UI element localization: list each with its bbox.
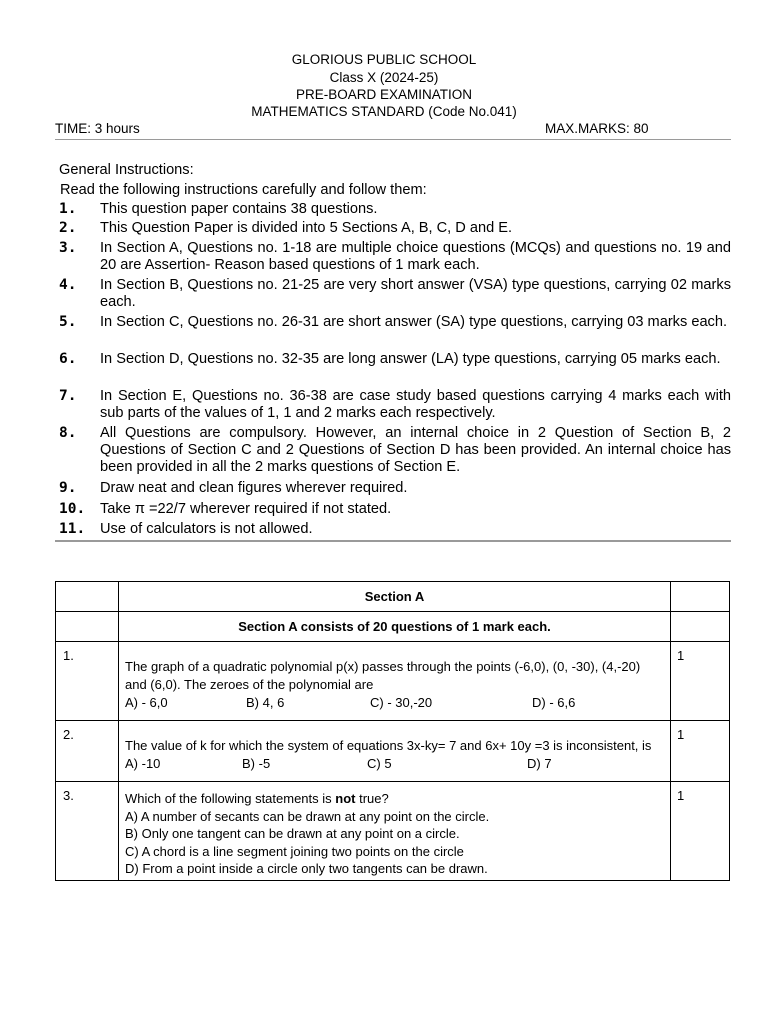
section-title: Section A bbox=[119, 582, 671, 612]
subject-title: MATHEMATICS STANDARD (Code No.041) bbox=[251, 104, 517, 119]
instruction-number: 11. bbox=[59, 521, 86, 537]
instruction-text: In Section A, Questions no. 1-18 are multiple choice questions (MCQs) and questions no. 19 and 20 are Assertion- Reason based questions of 1 mark each. bbox=[100, 240, 731, 274]
instruction-number: 6. bbox=[59, 351, 77, 367]
option-b: B) -5 bbox=[242, 756, 271, 771]
instruction-text: In Section E, Questions no. 36-38 are case study based questions carrying 4 marks each with sub parts of the values of 1, 1 and 2 marks each respectively. bbox=[100, 388, 731, 422]
instruction-text: In Section D, Questions no. 32-35 are long answer (LA) type questions, carrying 05 marks each. bbox=[100, 351, 721, 367]
option-a: A) A number of secants can be drawn at any point on the circle. bbox=[125, 808, 490, 824]
option-c: C) A chord is a line segment joining two points on the circle bbox=[125, 843, 464, 859]
question-number: 1. bbox=[56, 642, 119, 721]
table-row bbox=[56, 642, 730, 721]
max-marks-label: MAX.MARKS: 80 bbox=[545, 121, 649, 136]
instruction-number: 5. bbox=[59, 314, 77, 330]
option-d: D) From a point inside a circle only two tangents can be drawn. bbox=[125, 861, 488, 876]
question-cell bbox=[119, 782, 671, 881]
instructions-title: General Instructions: bbox=[59, 162, 194, 178]
question-options bbox=[125, 694, 664, 712]
option-d: D) 7 bbox=[527, 756, 552, 771]
table-row bbox=[56, 721, 730, 782]
question-text bbox=[125, 790, 664, 808]
option-b: B) 4, 6 bbox=[246, 695, 285, 710]
section-subtitle: Section A consists of 20 questions of 1 mark each. bbox=[119, 612, 671, 642]
instruction-number: 8. bbox=[59, 425, 77, 441]
question-table bbox=[55, 581, 730, 881]
instruction-number: 7. bbox=[59, 388, 77, 404]
option-a: A) -10 bbox=[125, 756, 161, 771]
instruction-text: This Question Paper is divided into 5 Sections A, B, C, D and E. bbox=[100, 220, 513, 236]
question-cell bbox=[119, 642, 671, 721]
header-divider bbox=[55, 139, 731, 140]
instruction-number: 10. bbox=[59, 501, 86, 517]
instruction-text: This question paper contains 38 questions. bbox=[100, 201, 378, 217]
question-number: 3. bbox=[56, 782, 119, 881]
instruction-number: 9. bbox=[59, 480, 77, 496]
instruction-text: Draw neat and clean figures wherever required. bbox=[100, 480, 408, 496]
school-name: GLORIOUS PUBLIC SCHOOL bbox=[291, 52, 477, 67]
question-text-part: Which of the following statements is bbox=[125, 791, 336, 806]
question-text: The value of k for which the system of equations 3x-ky= 7 and 6x+ 10y =3 is inconsistent, is bbox=[125, 738, 652, 753]
instruction-number: 4. bbox=[59, 277, 77, 293]
question-marks: 1 bbox=[671, 642, 730, 721]
option-c: C) 5 bbox=[367, 756, 392, 771]
question-cell bbox=[119, 721, 671, 782]
question-marks: 1 bbox=[671, 721, 730, 782]
time-label: TIME: 3 hours bbox=[55, 121, 140, 136]
instructions-divider bbox=[55, 540, 731, 542]
option-c: C) - 30,-20 bbox=[370, 695, 433, 710]
instruction-text: Take π =22/7 wherever required if not stated. bbox=[100, 501, 392, 517]
section-subtitle-row bbox=[56, 612, 730, 642]
question-number: 2. bbox=[56, 721, 119, 782]
instruction-text: In Section C, Questions no. 26-31 are short answer (SA) type questions, carrying 03 marks each. bbox=[100, 314, 728, 330]
instruction-number: 3. bbox=[59, 240, 77, 256]
class-label: Class X (2024-25) bbox=[329, 70, 439, 85]
instruction-number: 1. bbox=[59, 201, 77, 217]
instruction-text: Use of calculators is not allowed. bbox=[100, 521, 313, 537]
option-b: B) Only one tangent can be drawn at any point on a circle. bbox=[125, 826, 460, 841]
instruction-text: All Questions are compulsory. However, an internal choice in 2 Question of Section B, 2 Questions of Section C and 2 Questions of Section D has been provided. An internal choice has been provided in all the 2 marks questions of Section E. bbox=[100, 425, 731, 476]
table-row bbox=[56, 782, 730, 881]
instruction-text: In Section B, Questions no. 21-25 are very short answer (VSA) type questions, carrying 02 marks each. bbox=[100, 277, 731, 311]
option-a: A) - 6,0 bbox=[125, 695, 168, 710]
exam-title: PRE-BOARD EXAMINATION bbox=[295, 87, 473, 102]
instructions-intro: Read the following instructions carefully and follow them: bbox=[60, 182, 427, 198]
question-text-emphasis: not bbox=[335, 791, 356, 806]
option-d: D) - 6,6 bbox=[532, 695, 576, 710]
instruction-number: 2. bbox=[59, 220, 77, 236]
question-text-part: true? bbox=[355, 791, 389, 806]
question-text: The graph of a quadratic polynomial p(x) passes through the points (-6,0), (0, -30), (4,-20) and (6,0). The zeroes of the polynomial are bbox=[125, 659, 641, 692]
question-marks: 1 bbox=[671, 782, 730, 881]
question-options bbox=[125, 755, 664, 773]
section-title-row bbox=[56, 582, 730, 612]
